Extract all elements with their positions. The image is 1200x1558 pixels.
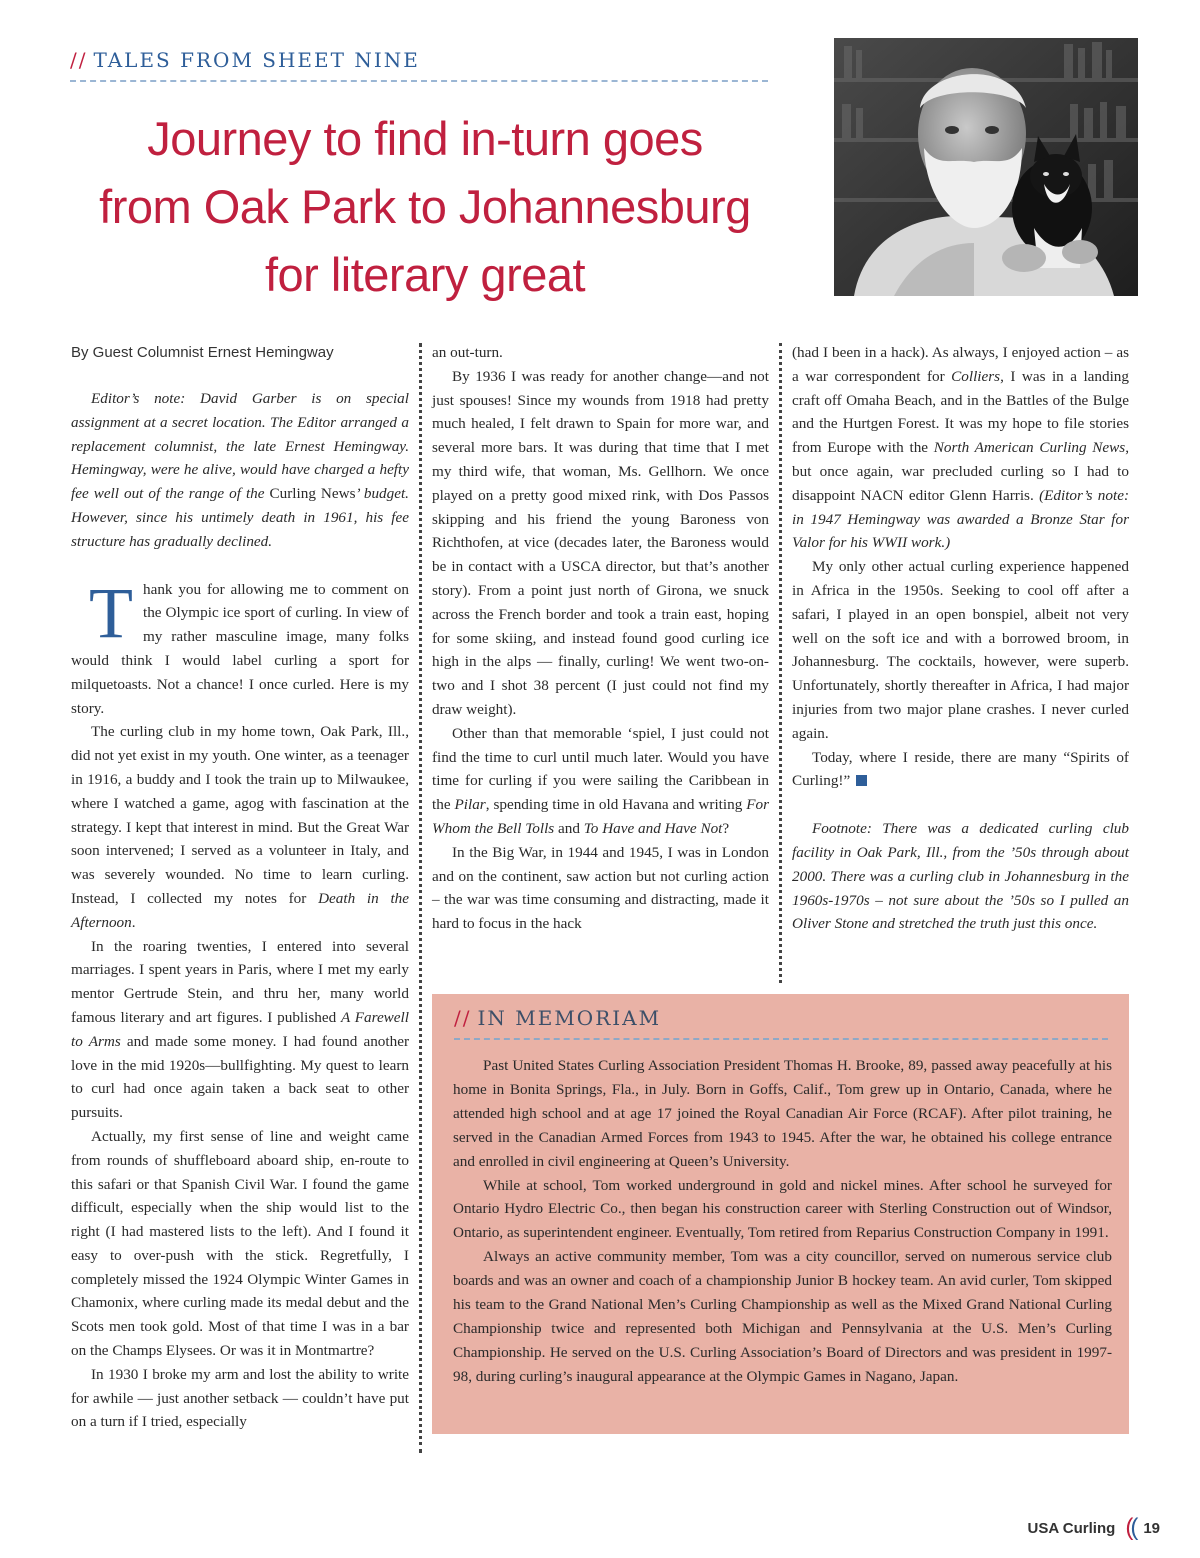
paragraph: [71, 572, 409, 721]
portrait-photo: [834, 38, 1138, 296]
paragraph-text: , but once again, war precluded curling so I had to disappoint NACN editor Glenn Harris.: [792, 439, 1130, 504]
column-divider: [779, 343, 782, 983]
section-label: [70, 48, 768, 82]
book-title: A Farewell to Arms: [71, 1008, 409, 1050]
book-title: To Have and Have Not: [583, 819, 723, 837]
editor-note-text-a: Editor’s note: David Garber is on special assignment at a secret location. The Editor arranged a replacement columnist, the late Ernest Hemingway. Hemingway, were he alive, would have charged a hefty fee well out of the range of the: [71, 390, 409, 503]
article-column-3: [792, 341, 1129, 936]
bracket-red: (: [1125, 1514, 1131, 1541]
book-title: For Whom the Bell Tolls: [432, 796, 770, 837]
paragraph: [792, 746, 1129, 794]
paragraph-text: and: [554, 819, 584, 837]
page-number: 19: [1143, 1519, 1160, 1537]
byline: By Guest Columnist Ernest Hemingway: [71, 344, 334, 361]
paragraph: [432, 722, 769, 841]
headline: [55, 105, 795, 309]
boat-name: Pilar: [454, 796, 486, 814]
paragraph: Actually, my first sense of line and weight came from rounds of shuffleboard aboard ship, en-route to this safari or that Spanish Civil War. I found the game difficult, especially when the ship would list to the right (I had mastered lists to the left). And I found it easy to over-push with the stick. Regretfully, I completely missed the 1924 Olympic Winter Games in Chamonix, where curling made its medal debut and the Scots men took gold. Most of that time I was in a bar on the Champs Elysees. Or was it in Montmartre?: [71, 1127, 409, 1360]
page-footer: [1028, 1514, 1160, 1542]
paragraph-text: Today, where I reside, there are many “Spirits of Curling!”: [792, 748, 1129, 790]
publication-name: USA Curling: [1027, 1519, 1116, 1537]
paragraph: In 1930 I broke my arm and lost the ability to write for awhile — just another setback — couldn’t have put on a turn if I tried, especially: [71, 1365, 409, 1431]
editor-note-inline: (Editor’s note: in 1947 Hemingway was awarded a Bronze Star for Valor for his WWII work.): [792, 486, 1130, 552]
paragraph-text: The curling club in my home town, Oak Park, Ill., did not yet exist in my youth. One winter, as a teenager in 1916, a buddy and I took the train up to Milwaukee, where I watched a game, agog with fascination at the strategy. I kept that interest in mind. But the Great War soon intervened; I served as a volunteer in Italy, and was severely wounded. No time to learn curling. Instead, I collected my notes for: [71, 723, 409, 907]
paragraph-text: , I was in a landing craft off Omaha Beach, and in the Battles of the Bulge and the Hurtgen Forest. It was my hope to file stories from Europe with the: [792, 367, 1129, 457]
headline-line-3: for literary great: [264, 248, 586, 301]
paragraph-text: (had I been in a hack). As always, I enjoyed action – as a war correspondent for: [792, 344, 1129, 385]
drop-cap: T: [89, 572, 133, 653]
in-memoriam-box: [432, 994, 1129, 1434]
paragraph-text: hank you for allowing me to comment on the Olympic ice sport of curling. In view of my rather masculine image, many folks would think I would label curling a sport for milquetoasts. Not a chance! I once curled. Here is my story.: [71, 580, 409, 717]
memoriam-body: [453, 1054, 1112, 1389]
paragraph-text: and made some money. I had found another love in the mid 1920s—bullfighting. My quest to learn to curl had once again taken a back seat to other pursuits.: [71, 1032, 409, 1122]
memoriam-paragraph: While at school, Tom worked underground in gold and nickel mines. After school he surveyed for Ontario Hydro Electric Co., then began his construction career with Sterling Construction out of Windsor, Ontario, as superintendent engineer. Eventually, Tom retired from Reparius Construction Company in 1991.: [453, 1176, 1112, 1242]
memoriam-paragraph: Always an active community member, Tom was a city councillor, served on numerous service club boards and was an owner and coach of a championship Junior B hockey team. An avid curler, Tom skipped his team to the Grand National Men’s Curling Championship as well as the Mixed Grand National Curling Championship twice and represented both Michigan and Pennsylvania at the U.S. Men’s Curling Championship. He served on the U.S. Curling Association’s Board of Directors and was president in 1997-98, during curling’s inaugural appearance at the Olympic Games in Nagano, Japan.: [453, 1248, 1112, 1385]
paragraph: By 1936 I was ready for another change—and not just spouses! Since my wounds from 1918 had pretty much healed, I felt drawn to Spain for more war, and several more bars. It was during that time that I met my third wife, that woman, Ms. Gellhorn. We once played on a pretty good mixed rink, with Dos Passos skipping and his friend the young Baroness von Richthofen, at vice (decades later, the Baroness would be in contact with a USCA director, but that’s another story). From a point just north of Girona, we snuck across the French border and took a train east, hoping for some skiing, and instead found good curling ice high in the alps — finally, curling! We went two-on-two and I shot 38 percent (I just could not find my draw weight).: [432, 367, 769, 718]
editor-note: [71, 387, 409, 554]
end-mark-icon: [856, 775, 867, 786]
article-column-2: [432, 341, 769, 936]
magazine-title: Colliers: [951, 367, 1001, 385]
publication-title: North American Curling News: [933, 439, 1126, 457]
section-slashes: //: [70, 48, 88, 72]
memoriam-paragraph: Past United States Curling Association President Thomas H. Brooke, 89, passed away peacefully at his home in Bonita Springs, Fla., in July. Born in Goffs, Calif., Tom grew up in Ontario, Canada, where he attended high school and at age 17 joined the Royal Canadian Air Force (RCAF). After pilot training, he served in the Canadian Armed Forces from 1943 to 1945. After the war, he obtained his college entrance and enrolled in civil engineering at Queen’s University.: [453, 1057, 1112, 1170]
paragraph: [792, 341, 1129, 555]
editor-note-publication: Curling News: [269, 485, 356, 503]
paragraph: [71, 935, 409, 1125]
paragraph: an out-turn.: [432, 344, 503, 361]
paragraph: [71, 720, 409, 934]
headline-line-1: Journey to find in-turn goes: [147, 112, 703, 165]
column-divider: [419, 343, 422, 1453]
memoriam-label: [454, 1006, 1108, 1040]
memoriam-title: IN MEMORIAM: [477, 1006, 662, 1030]
portrait-illustration: [834, 38, 1138, 296]
section-title: TALES FROM SHEET NINE: [93, 48, 420, 72]
paragraph: My only other actual curling experience happened in Africa in the 1950s. Seeking to cool off after a safari, I played in an open bonspiel, albeit not very well on the soft ice and with a borrowed broom, in Johannesburg. The cocktails, however, were superb. Unfortunately, shortly thereafter in Africa, I had major injuries from two major plane crashes. I never curled again.: [792, 558, 1129, 742]
paragraph-text: .: [131, 913, 136, 931]
headline-line-2: from Oak Park to Johannesburg: [99, 180, 751, 233]
article-column-1: [71, 387, 409, 1434]
bracket-blue: (: [1130, 1514, 1136, 1541]
bracket-decoration-icon: [1125, 1514, 1135, 1542]
paragraph: In the Big War, in 1944 and 1945, I was in London and on the continent, saw action but not curling action – the war was time consuming and distracting, made it hard to focus in the hack: [432, 843, 769, 933]
paragraph-text: Other than that memorable ‘spiel, I just could not find the time to curl until much later. Would you have time for curling if you were sailing the Caribbean in the: [432, 724, 769, 814]
footnote: Footnote: There was a dedicated curling club facility in Oak Park, Ill., from the ’50s through about 2000. There was a curling club in Johannesburg in the 1960s-1970s – not sure about the ’50s so I pulled an Oliver Stone and stretched the truth just this once.: [792, 820, 1129, 933]
memoriam-slashes: //: [454, 1006, 472, 1030]
book-title: Death in the Afternoon: [71, 889, 409, 931]
paragraph-text: ?: [722, 819, 730, 837]
editor-note-text-c: ’ budget. However, since his untimely death in 1961, his fee structure has gradually declined.: [71, 485, 409, 550]
paragraph-text: , spending time in old Havana and writing: [485, 796, 747, 814]
paragraph-text: In the roaring twenties, I entered into several marriages. I spent years in Paris, where I met my early mentor Gertrude Stein, and thru her, many world famous literary and art figures. I published: [71, 937, 409, 1026]
